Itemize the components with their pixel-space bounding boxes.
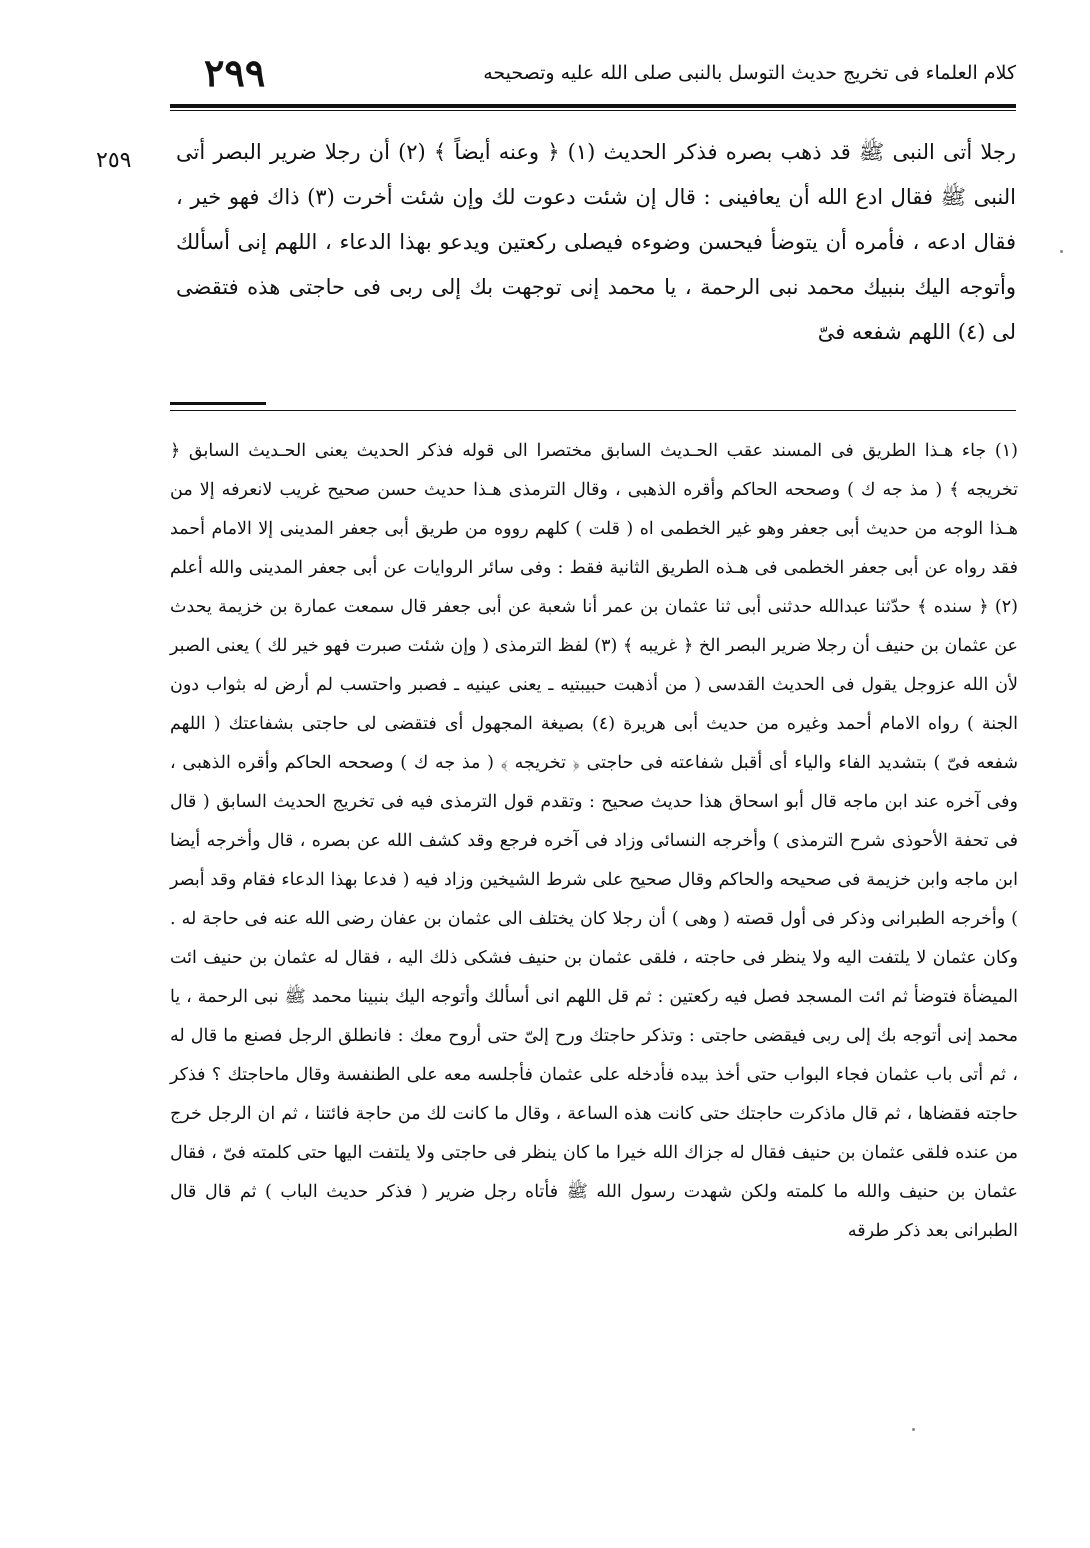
header-title: كلام العلماء فى تخريج حديث التوسل بالنبى صلى الله عليه وتصحيحه bbox=[483, 62, 1016, 84]
footnotes-text: (١) جاء هـذا الطريق فى المسند عقب الحـديث السابق مختصرا الى قوله فذكر الحديث يعنى الحـديث السابق ﴿ تخريجه ﴾ ( مذ جه ك ) وصححه الحاكم وأقره الذهبى ، وقال الترمذى هـذا حديث حسن صحيح غريب لانعرفه إلا من هـذا الوجه من حديث أبى جعفر وهو غير الخطمى اه ( قلت ) كلهم رووه من طريق أبى جعفر المدينى إلا الامام أحمد فقد رواه عن أبى جعفر الخطمى فى هـذه الطريق الثانية فقط : وفى سائر الروايات عن أبى جعفر المدينى والله أعلم (٢) ﴿ سنده ﴾ حدّثنا عبدالله حدثنى أبى ثنا عثمان بن عمر أنا شعبة عن أبى جعفر قال سمعت عمارة بن خزيمة يحدث عن عثمان بن حنيف أن رجلا ضرير البصر الخ ﴿ غريبه ﴾ (٣) لفظ الترمذى ( وإن شئت صبرت فهو خير لك ) يعنى الصبر لأن الله عزوجل يقول فى الحديث القدسى ( من أذهبت حبيبتيه ـ يعنى عينيه ـ فصبر واحتسب لم أرض له بثواب دون الجنة ) رواه الامام أحمد وغيره من حديث أبى هريرة (٤) بصيغة المجهول أى فتقضى لى حاجتى بشفاعتك ( اللهم شفعه فىّ ) بتشديد الفاء والياء أى أقبل شفاعته فى حاجتى ﴿ تخريجه ﴾ ( مذ جه ك ) وصححه الحاكم وأقره الذهبى ، وفى آخره عند ابن ماجه قال أبو اسحاق هذا حديث صحيح : وتقدم قول الترمذى فيه فى تخريج الحديث السابق ( قال فى تحفة الأحوذى شرح الترمذى ) وأخرجه النسائى وزاد فى آخره فرجع وقد كشف الله عن بصره ، قال وأخرجه أيضا ابن ماجه وابن خزيمة فى صحيحه والحاكم وقال صحيح على شرط الشيخين وزاد فيه ( فدعا بهذا الدعاء فقام وقد أبصر ) وأخرجه الطبرانى وذكر فى أول قصته ( وهى ) أن رجلا كان يختلف الى عثمان بن عفان رضى الله عنه فى حاجة له . وكان عثمان لا يلتفت اليه ولا ينظر فى حاجته ، فلقى عثمان بن حنيف فشكى ذلك اليه ، فقال له عثمان بن حنيف ائت الميضأة فتوضأ ثم ائت المسجد فصل فيه ركعتين : ثم قل اللهم انى أسألك وأتوجه اليك بنبينا محمد ﷺ نبى الرحمة ، يا محمد إنى أتوجه بك إلى ربى فيقضى حاجتى : وتذكر حاجتك ورح إلىّ حتى أروح معك : فانطلق الرجل فصنع ما قال له ، ثم أتى باب عثمان فجاء البواب حتى أخذ بيده فأدخله على عثمان فأجلسه معه على الطنفسة وقال ماحاجتك ؟ فذكر حاجته فقضاها ، ثم قال ماذكرت حاجتك حتى كانت هذه الساعة ، وقال ما كانت لك من حاجة فائتنا ، ثم ان الرجل خرج من عنده فلقى عثمان بن حنيف فقال له جزاك الله خيرا ما كان ينظر فى حاجتى ولا يلتفت اليها حتى كلمته فىّ ، فقال عثمان بن حنيف والله ما كلمته ولكن شهدت رسول الله ﷺ فأتاه رجل ضرير ( فذكر حديث الباب ) ثم قال قال الطبرانى بعد ذكر طرقه bbox=[170, 441, 1019, 1241]
footnotes-block bbox=[170, 432, 1018, 1251]
footnote-divider-accent bbox=[170, 402, 266, 405]
footnote-divider bbox=[170, 410, 1016, 411]
paper-speck bbox=[912, 1428, 915, 1431]
page-number: ٢٩٩ bbox=[204, 50, 266, 95]
header-rule bbox=[170, 104, 1016, 108]
hadith-text-block bbox=[176, 130, 1016, 355]
running-header bbox=[170, 48, 1016, 104]
header-rule-thin bbox=[170, 110, 1016, 111]
hadith-number: ٢٥٩ bbox=[96, 148, 132, 173]
paper-speck bbox=[1060, 250, 1063, 253]
hadith-text: رجلا أتى النبى ﷺ قد ذهب بصره فذكر الحديث (١) ﴿ وعنه أيضاً ﴾ (٢) أن رجلا ضرير البصر أتى النبى ﷺ فقال ادع الله أن يعافينى : قال إن شئت دعوت لك وإن شئت أخرت (٣) ذاك فهو خير ، فقال ادعه ، فأمره أن يتوضأ فيحسن وضوءه فيصلى ركعتين ويدعو بهذا الدعاء ، اللهم إنى أسألك وأتوجه اليك بنبيك محمد نبى الرحمة ، يا محمد إنى توجهت بك إلى ربى فى حاجتى هذه فتقضى لى (٤) اللهم شفعه فىّ bbox=[176, 140, 1016, 344]
